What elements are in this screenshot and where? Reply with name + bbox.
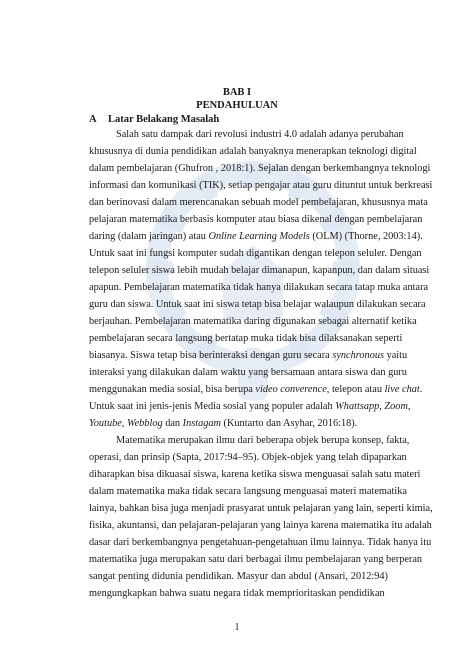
body-line: Matematika merupakan ilmu dari beberapa objek berupa konsep, fakta, [116, 435, 410, 446]
body-line: interaksi yang dilakukan dalam waktu yang bersamaan antara siswa dan guru [89, 367, 407, 378]
body-line: telepon seluler siswa lebih mudah belajar dimanapun, kapanpun, dan dalam situasi [89, 265, 430, 276]
chapter-title: PENDAHULUAN [196, 100, 278, 111]
body-line: apapun. Pembelajaran matematika tidak hanya dilakukan secara tatap muka antara [89, 282, 429, 293]
body-line: Salah satu dampak dari revolusi industri 4.0 adalah adanya perubahan [116, 129, 404, 140]
page-number: 1 [234, 622, 240, 633]
body-line: Untuk saat ini fungsi komputer sudah digantikan dengan telepon seluler. Dengan [89, 248, 422, 259]
body-line: pembelajaran secara langsung bertatap muka tidak bisa dilaksanakan seperti [89, 333, 403, 344]
chapter-number: BAB I [222, 87, 252, 98]
body-line: dasar dari berkembangnya pengetahuan-pengetahuan ilmu lainnya. Tidak hanya itu [89, 537, 432, 548]
body-line: pelajaran matematika berbasis komputer atau biasa dikenal dengan pembelajaran [89, 214, 423, 225]
body-line: operasi, dan prinsip (Sapta, 2017:94–95). Objek-objek yang telah dipaparkan [89, 452, 407, 463]
body-line: sangat penting didunia pendidikan. Masyur dan abdul (Ansari, 2012:94) [89, 571, 388, 582]
body-line: dan berinovasi dalam merencanakan sebuah model pembelajaran, khususnya mata [89, 197, 428, 208]
body-line: daring (dalam jaringan) atau Online Learning Models (OLM) (Thorne, 2003:14). [89, 231, 423, 242]
body-line: dalam matematika maka tidak secara langsung menguasai materi matematika [89, 486, 407, 497]
section-title: Latar Belakang Masalah [108, 114, 220, 125]
body-line: menggunakan media sosial, bisa berupa video converence, telepon atau live chat. [89, 384, 423, 395]
body-line: matematika juga merupakan satu dari berbagai ilmu pembelajaran yang berperan [89, 554, 423, 565]
body-line: fisika, akuntansi, dan pelajaran-pelajaran yang lainya karena matematika itu adalah [89, 520, 432, 531]
body-line: dalam pembelajaran (Ghufron , 2018:1). Sejalan dengan berkembangnya teknologi [89, 163, 431, 174]
body-line: mengungkapkan bahwa suatu negara tidak memprioritaskan pendidikan [89, 588, 385, 599]
body-line: lainya, bahkan bisa juga menjadi prasyarat untuk pelajaran yang lain, seperti kimia, [89, 503, 433, 514]
body-line: diharapkan bisa dikuasai siswa, karena ketika siswa menguasai salah satu materi [89, 469, 421, 480]
body-line: khususnya di dunia pendidikan adalah banyaknya menerapkan teknologi digital [89, 146, 417, 157]
body-line: informasi dan komunikasi (TIK), setiap pengajar atau guru dituntut untuk berkreasi [89, 180, 433, 191]
body-line: berjauhan. Pembelajaran matematika daring digunakan sebagai alternatif ketika [89, 316, 417, 327]
section-letter: A [89, 114, 97, 125]
body-line: biasanya. Siswa tetap bisa berinteraksi dengan guru secara synchronous yaitu [89, 350, 408, 361]
body-line: guru dan siswa. Untuk saat ini siswa tetap bisa belajar walaupun dilakukan secara [89, 299, 426, 310]
body-line: Youtube, Webblog dan Instagam (Kuntarto dan Asyhar, 2016:18). [89, 418, 358, 429]
body-line: Untuk saat ini jenis-jenis Media sosial yang populer adalah Whattsapp, Zoom, [89, 401, 411, 412]
